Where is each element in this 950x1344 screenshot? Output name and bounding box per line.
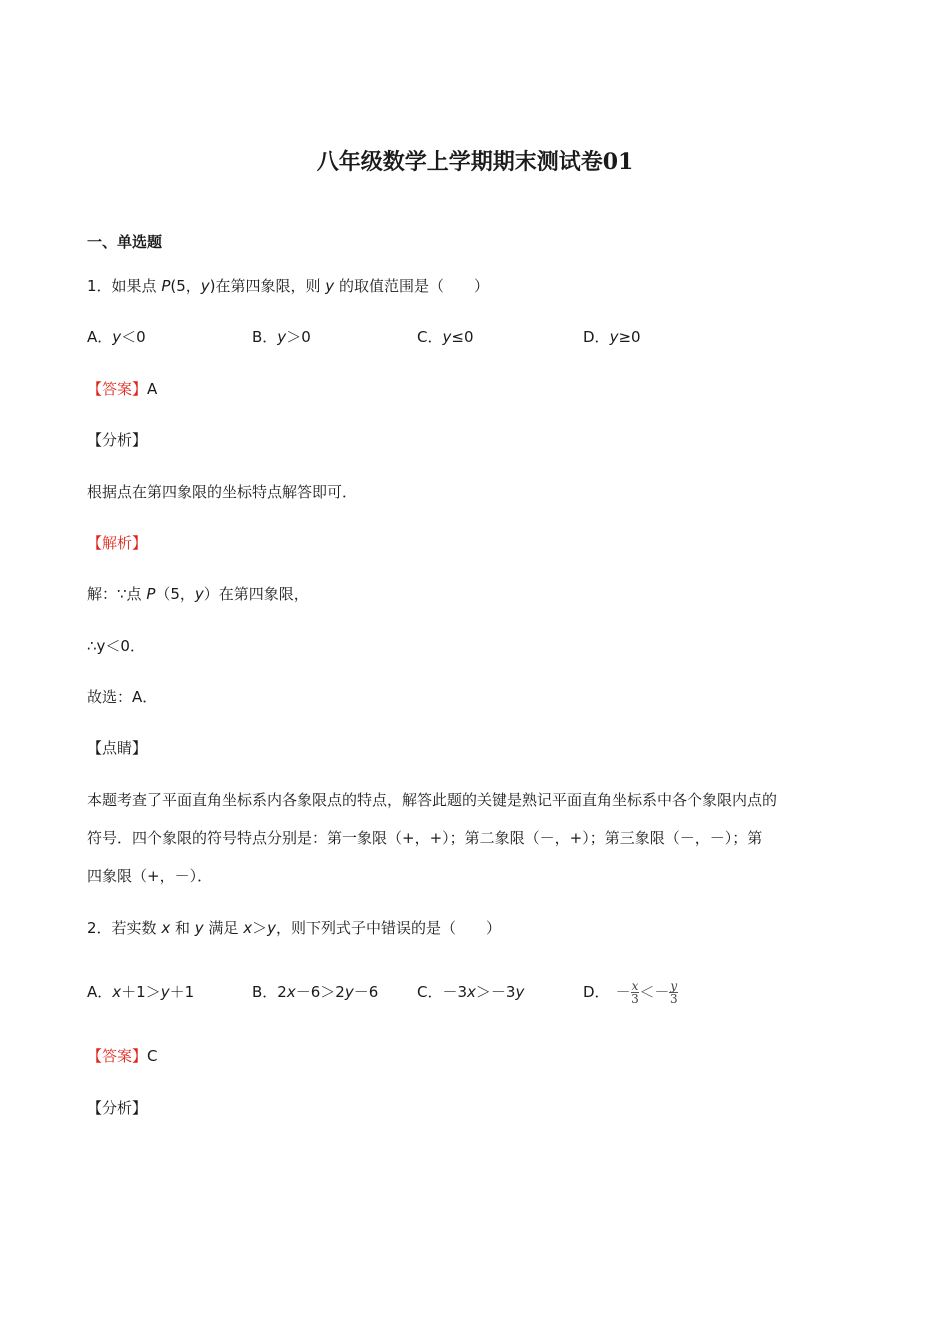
option-var: y [277, 328, 287, 346]
question-number: 1． [87, 277, 112, 295]
option-var: x [467, 983, 476, 1001]
stem-text: 和 [170, 919, 195, 937]
option-text: ＞－3 [475, 983, 516, 1001]
q1-solution-line-3: 故选：A． [87, 688, 158, 706]
option-label: D． [583, 983, 610, 1001]
option-var: y [160, 983, 170, 1001]
fraction-denominator: 3 [669, 991, 678, 1006]
option-var: y [112, 328, 122, 346]
var-y: y [194, 585, 204, 603]
question-2-stem [87, 918, 501, 938]
question-1-stem [87, 276, 489, 296]
var-y: y [200, 277, 210, 295]
stem-text: ，则下列式子中错误的是（ ） [276, 919, 502, 937]
q1-solution-line-2: ∴y＜0． [87, 637, 145, 655]
var-x: x [161, 919, 171, 937]
q1-analysis-text: 根据点在第四象限的坐标特点解答即可． [87, 483, 358, 501]
var-y: y [325, 277, 335, 295]
solution-text: ）在第四象限， [203, 585, 309, 603]
option-text: ≤0 [451, 328, 474, 346]
fraction-denominator: 3 [631, 991, 639, 1006]
q2-option-c [417, 982, 524, 1002]
solution-text: （5， [155, 585, 195, 603]
option-var: x [112, 983, 122, 1001]
stem-text: (5， [170, 277, 201, 295]
stem-text: 满足 [203, 919, 244, 937]
q1-option-c [417, 327, 474, 347]
question-number: 2． [87, 919, 112, 937]
option-text: ＋1 [169, 983, 195, 1001]
var-y: y [194, 919, 204, 937]
answer-value: C [147, 1047, 158, 1065]
fraction-inequality [610, 980, 679, 1005]
option-text: －6 [353, 983, 379, 1001]
var-x: x [243, 919, 253, 937]
option-text: ≥0 [618, 328, 641, 346]
option-var: y [442, 328, 452, 346]
q1-comment-tag: 【点睛】 [87, 739, 148, 757]
option-label: A． [87, 983, 113, 1001]
answer-tag: 【答案】 [87, 380, 148, 398]
var-y: y [267, 919, 276, 937]
var-p: P [161, 277, 171, 295]
option-label: B． [252, 983, 278, 1001]
stem-text: ＞ [252, 919, 268, 937]
option-label: D． [583, 328, 610, 346]
stem-text: 若实数 [111, 919, 162, 937]
option-var: y [515, 983, 525, 1001]
fraction-x-over-3 [631, 980, 640, 1005]
q1-answer [87, 379, 157, 399]
less-than-sign: ＜－ [639, 983, 670, 1001]
page-title: 八年级数学上学期期末测试卷01 [316, 149, 634, 175]
q1-comment-line-3: 四象限（+，－）． [87, 867, 213, 885]
option-text: ＋1＞ [121, 983, 161, 1001]
q1-solution-tag: 【解析】 [87, 534, 148, 552]
option-label: A． [87, 328, 113, 346]
q2-analysis-tag: 【分析】 [87, 1099, 148, 1117]
q1-solution-line-1 [87, 584, 309, 604]
q1-option-d [583, 327, 641, 347]
answer-tag: 【答案】 [87, 1047, 148, 1065]
answer-value: A [147, 380, 158, 398]
option-text: ＞0 [286, 328, 311, 346]
q2-answer [87, 1046, 158, 1066]
stem-text: )在第四象限，则 [209, 277, 326, 295]
q1-comment-line-1: 本题考查了平面直角坐标系内各象限点的特点，解答此题的关键是熟记平面直角坐标系中各个象限内点的 [87, 791, 778, 809]
option-label: B． [252, 328, 278, 346]
option-var: y [609, 328, 619, 346]
section-heading: 一、单选题 [87, 233, 163, 251]
q2-option-d [583, 972, 678, 1012]
option-label: C． [417, 983, 443, 1001]
q1-comment-line-2: 符号．四个象限的符号特点分别是：第一象限（+，+）；第二象限（－，+）；第三象限（－，－）；第 [87, 829, 763, 847]
fraction-numerator: x [631, 978, 639, 993]
var-p: P [146, 585, 156, 603]
q2-option-b [252, 982, 378, 1002]
option-text: －6＞2 [295, 983, 345, 1001]
q1-analysis-tag: 【分析】 [87, 431, 148, 449]
stem-text: 如果点 [111, 277, 162, 295]
q1-option-b [252, 327, 311, 347]
option-text: －3 [442, 983, 468, 1001]
option-label: C． [417, 328, 443, 346]
q2-option-a [87, 982, 194, 1002]
fraction-y-over-3 [669, 980, 678, 1005]
minus-sign: － [615, 983, 631, 1001]
option-var: x [286, 983, 296, 1001]
option-var: y [344, 983, 354, 1001]
option-text: ＜0 [121, 328, 146, 346]
solution-text: 解：∵点 [87, 585, 147, 603]
q1-option-a [87, 327, 146, 347]
stem-text: 的取值范围是（ ） [334, 277, 489, 295]
option-text: 2 [277, 983, 287, 1001]
fraction-numerator: y [670, 978, 678, 993]
